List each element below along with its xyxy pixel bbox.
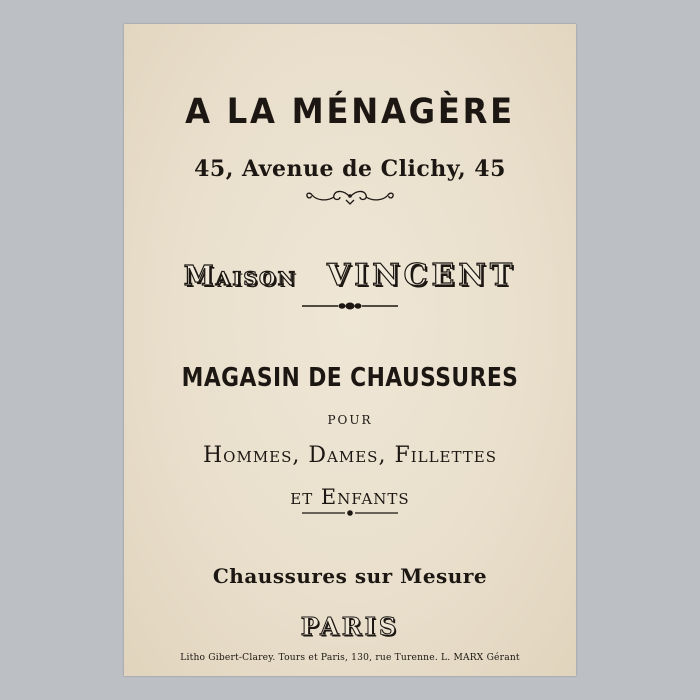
scroll-flourish-ornament bbox=[302, 186, 398, 208]
audience-line-2: et Enfants bbox=[290, 485, 410, 509]
pour-label: POUR bbox=[327, 413, 373, 427]
store-address: 45, Avenue de Clichy, 45 bbox=[194, 156, 506, 182]
bead-rule-ornament bbox=[302, 296, 398, 316]
maison-vincent-heading bbox=[124, 258, 576, 293]
printer-imprint: Litho Gibert-Clarey. Tours et Paris, 130, rue Turenne. L. MARX Gérant bbox=[180, 652, 520, 663]
trade-card bbox=[124, 24, 576, 676]
audience-line-1: Hommes, Dames, Fillettes bbox=[202, 443, 498, 468]
made-to-measure-text: Chaussures sur Mesure bbox=[212, 564, 488, 588]
dot-rule-ornament bbox=[302, 506, 398, 520]
city-label: PARIS bbox=[300, 612, 400, 641]
shop-description: MAGASIN DE CHAUSSURES bbox=[181, 363, 519, 393]
maison-word: Maison bbox=[183, 261, 297, 292]
store-title: A LA MÉNAGÈRE bbox=[185, 92, 515, 132]
vincent-word: VINCENT bbox=[326, 258, 517, 293]
